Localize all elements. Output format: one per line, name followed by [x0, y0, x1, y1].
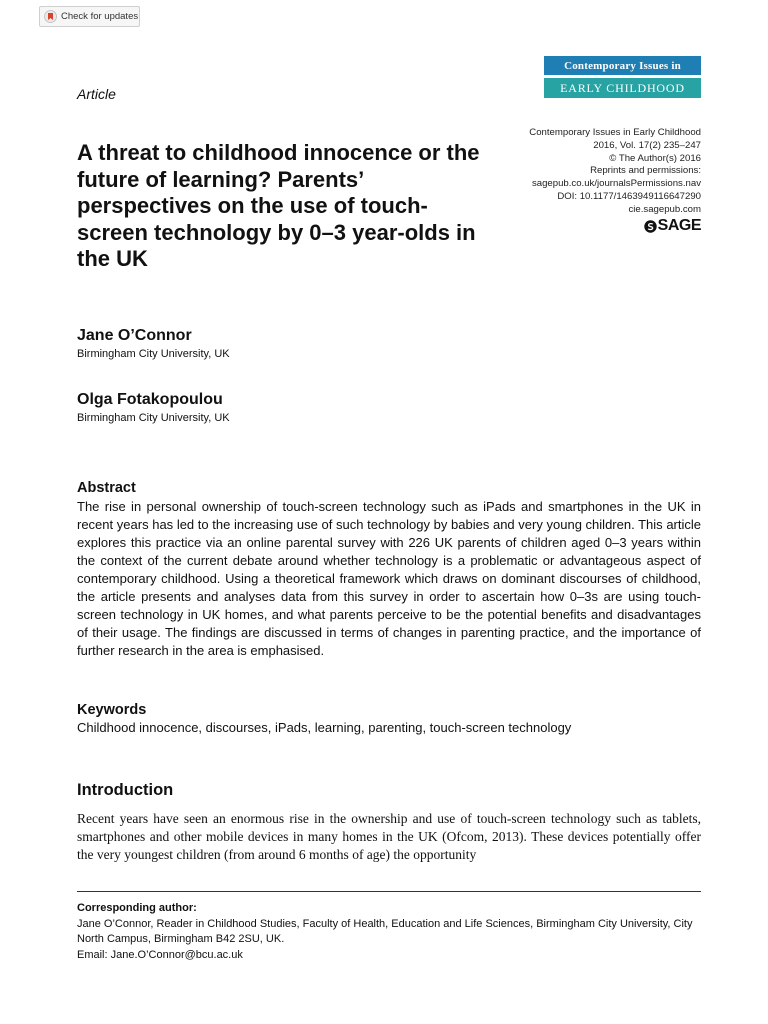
- publication-info: [529, 127, 701, 217]
- journal-banner-bottom: EARLY CHILDHOOD: [544, 78, 701, 98]
- author-affiliation: Birmingham City University, UK: [77, 348, 230, 360]
- journal-banner: [544, 56, 701, 98]
- footnote-heading: Corresponding author:: [77, 902, 197, 914]
- article-title: A threat to childhood innocence or the future of learning? Parents’ perspectives on the use of touch-screen technology by 0–3 year-olds in the UK: [77, 140, 480, 271]
- check-for-updates-button[interactable]: [39, 6, 140, 27]
- pub-journal: Contemporary Issues in Early Childhood: [529, 127, 701, 138]
- pub-doi[interactable]: DOI: 10.1177/1463949116647290: [557, 190, 701, 202]
- pub-site-link[interactable]: cie.sagepub.com: [628, 203, 701, 215]
- pub-permissions-link[interactable]: sagepub.co.uk/journalsPermissions.nav: [531, 178, 701, 190]
- footnote-divider: [77, 891, 701, 892]
- keywords-heading: Keywords: [77, 702, 147, 718]
- pub-copyright: © The Author(s) 2016: [609, 152, 701, 164]
- crossmark-icon: [44, 10, 57, 23]
- author-name: Olga Fotakopoulou: [77, 391, 223, 408]
- author-name: Jane O’Connor: [77, 327, 192, 344]
- pub-reprints: Reprints and permissions:: [590, 165, 701, 177]
- author-affiliation: Birmingham City University, UK: [77, 412, 230, 424]
- check-for-updates-label: Check for updates: [61, 11, 139, 22]
- sage-emblem-icon: [644, 220, 657, 233]
- footnote-email[interactable]: Email: Jane.O’Connor@bcu.ac.uk: [77, 948, 243, 961]
- keywords-text: Childhood innocence, discourses, iPads, learning, parenting, touch-screen technology: [77, 720, 572, 735]
- sage-logo-text: SAGE: [657, 217, 701, 234]
- author-block: [77, 391, 230, 424]
- abstract-text: The rise in personal ownership of touch-screen technology such as iPads and smartphones in the UK in recent years has led to the increasing use of such technology by babies and very young children. This article explores this practice via an online parental survey with 226 UK parents of children aged 0–3 years within the context of the current debate around whether technology is a problematic or advantageous aspect of contemporary childhood. Using a theoretical framework which draws on dominant discourses of childhood, the article presents and analyses data from this survey in order to ascertain how 0–3s are using touch-screen technology in UK homes, and what parents perceive to be the potential benefits and disadvantages of their usage. The findings are discussed in terms of changes in parenting practice, and the importance of further research in the area is emphasised.: [77, 499, 701, 658]
- corresponding-author-footnote: [77, 901, 701, 963]
- introduction-heading: Introduction: [77, 781, 174, 799]
- footnote-address: Jane O’Connor, Reader in Childhood Studies, Faculty of Health, Education and Life Sciences, Birmingham City University, City North Campus, Birmingham B42 2SU, UK.: [77, 917, 693, 945]
- article-type: Article: [77, 86, 116, 102]
- pub-volume: 2016, Vol. 17(2) 235–247: [593, 139, 701, 151]
- sage-logo: [644, 217, 701, 235]
- journal-banner-top: Contemporary Issues in: [544, 56, 701, 75]
- introduction-text: Recent years have seen an enormous rise in the ownership and use of touch-screen technology such as tablets, smartphones and other mobile devices in many homes in the UK (Ofcom, 2013). These devices potentially offer the very youngest children (from around 6 months of age) the opportunity: [77, 811, 701, 862]
- author-block: [77, 327, 230, 360]
- abstract-heading: Abstract: [77, 480, 136, 496]
